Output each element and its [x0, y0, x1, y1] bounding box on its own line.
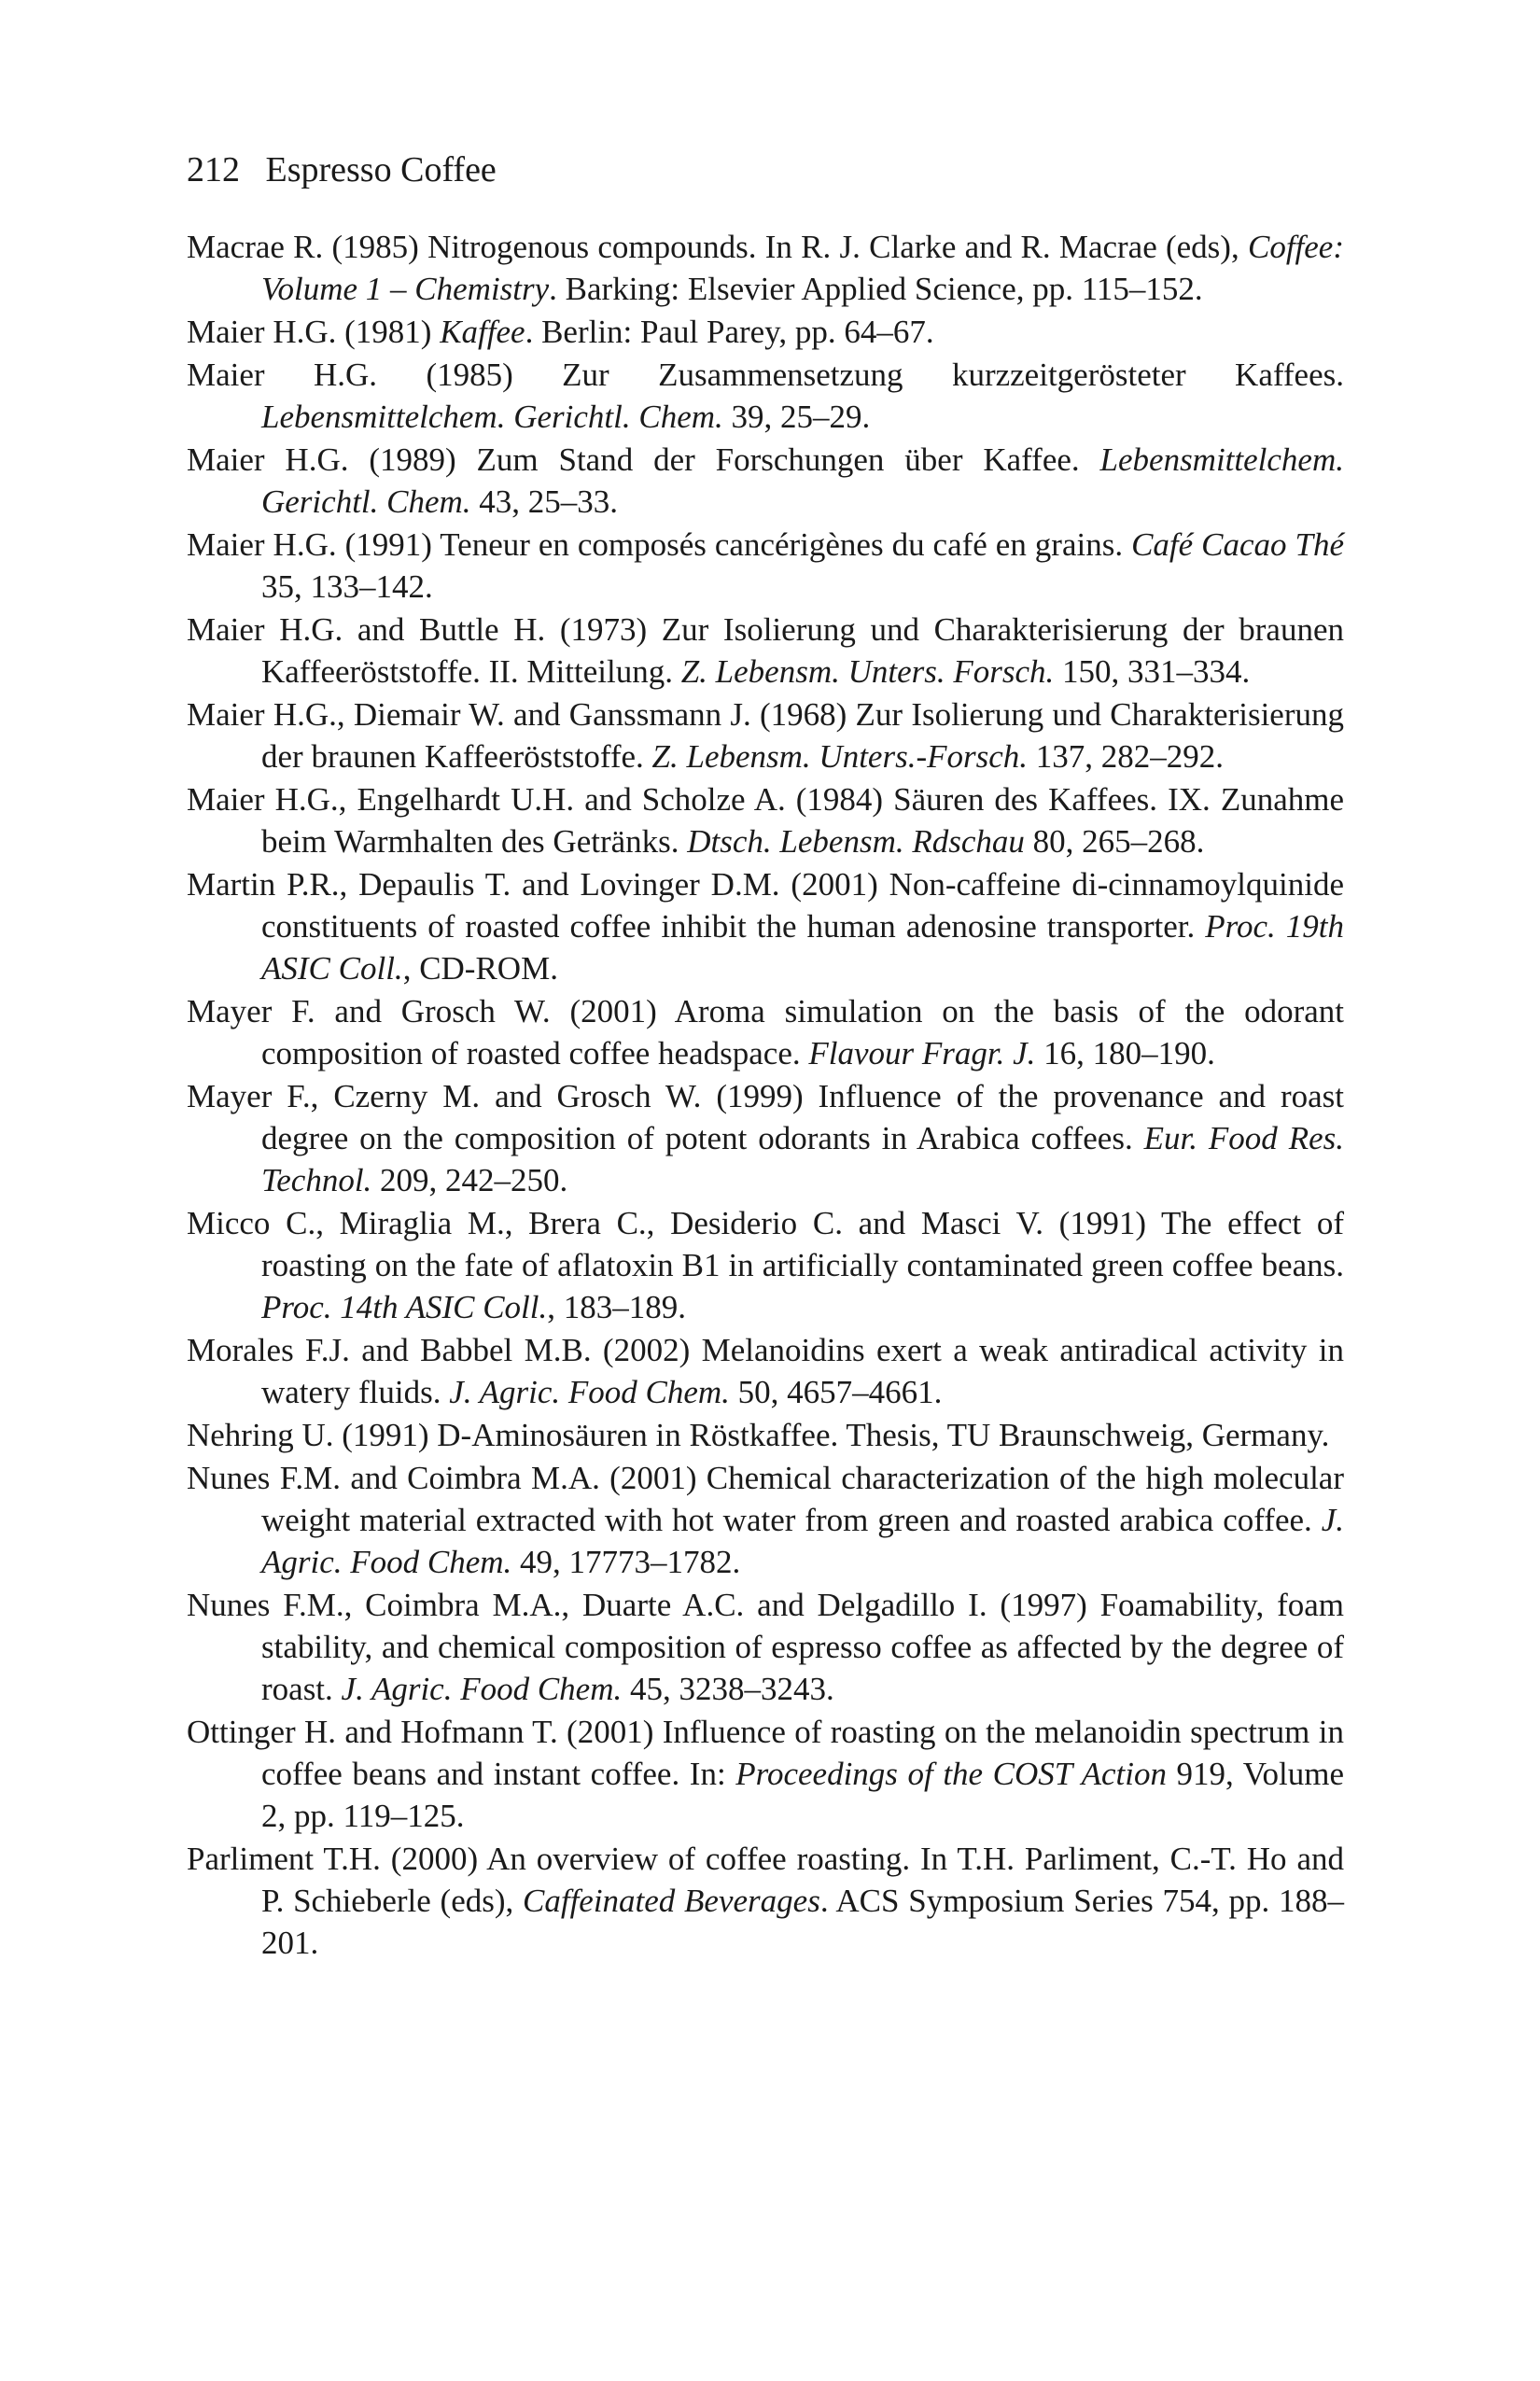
reference-entry: Martin P.R., Depaulis T. and Lovinger D.M. (2001) Non-caffeine di-cinnamoylquinide constituents of roasted coffee inhibit the human adenosine transporter. Proc. 19th ASIC Coll., CD-ROM. [187, 865, 1345, 987]
source-title: Café Cacao Thé [1131, 525, 1344, 563]
source-title: Z. Lebensm. Unters. Forsch. [680, 652, 1055, 690]
source-title: Lebensmittelchem. Gerichtl. Chem. [261, 398, 723, 435]
reference-entry: Mayer F., Czerny M. and Grosch W. (1999) Influence of the provenance and roast degree on the composition of potent odorants in Arabica coffees. Eur. Food Res. Technol. 209, 242–250. [187, 1077, 1344, 1198]
source-title: Eur. Food Res. Technol. [261, 1119, 1344, 1198]
reference-entry: Maier H.G., Engelhardt U.H. and Scholze A. (1984) Säuren des Kaffees. IX. Zunahme beim Warmhalten des Getränks. Dtsch. Lebensm. Rdschau 80, 265–268. [187, 780, 1344, 860]
reference-entry: Parliment T.H. (2000) An overview of coffee roasting. In T.H. Parliment, C.-T. Ho and P. Schieberle (eds), Caffeinated Beverages. ACS Symposium Series 754, pp. 188–201. [187, 1840, 1344, 1961]
reference-list [187, 226, 1344, 1964]
source-title: Proceedings of the COST Action [735, 1755, 1167, 1792]
reference-entry: Maier H.G., Diemair W. and Ganssmann J. (1968) Zur Isolierung und Charakterisierung der braunen Kaffeeröststoffe. Z. Lebensm. Unters.-Forsch. 137, 282–292. [187, 695, 1344, 775]
source-title: Z. Lebensm. Unters.-Forsch. [651, 737, 1029, 775]
reference-entry: Mayer F. and Grosch W. (2001) Aroma simulation on the basis of the odorant composition of roasted coffee headspace. Flavour Fragr. J. 16, 180–190. [187, 992, 1344, 1071]
reference-entry: Morales F.J. and Babbel M.B. (2002) Melanoidins exert a weak antiradical activity in watery fluids. J. Agric. Food Chem. 50, 4657–4661. [187, 1331, 1344, 1410]
source-title: Proc. 19th ASIC Coll. [261, 907, 1345, 987]
source-title: J. Agric. Food Chem. [341, 1670, 623, 1707]
reference-entry: Nunes F.M. and Coimbra M.A. (2001) Chemical characterization of the high molecular weight material extracted with hot water from green and roasted arabica coffee. J. Agric. Food Chem. 49, 17773–1782. [187, 1459, 1344, 1580]
running-title: Espresso Coffee [265, 150, 497, 189]
source-title: J. Agric. Food Chem. [449, 1373, 730, 1410]
reference-entry: Macrae R. (1985) Nitrogenous compounds. In R. J. Clarke and R. Macrae (eds), Coffee: Volume 1 – Chemistry. Barking: Elsevier Applied Science, pp. 115–152. [187, 228, 1344, 307]
reference-entry: Maier H.G. (1981) Kaffee. Berlin: Paul Parey, pp. 64–67. [187, 313, 934, 350]
reference-entry: Nehring U. (1991) D-Aminosäuren in Röstkaffee. Thesis, TU Braunschweig, Germany. [187, 1416, 1330, 1453]
reference-entry: Nunes F.M., Coimbra M.A., Duarte A.C. and Delgadillo I. (1997) Foamability, foam stability, and chemical composition of espresso coffee as affected by the degree of roast. J. Agric. Food Chem. 45, 3238–3243. [187, 1586, 1344, 1707]
source-title: Lebensmittelchem. Gerichtl. Chem. [261, 441, 1344, 520]
running-head [187, 149, 1344, 192]
page-number: 212 [187, 150, 240, 189]
reference-entry: Ottinger H. and Hofmann T. (2001) Influence of roasting on the melanoidin spectrum in coffee beans and instant coffee. In: Proceedings of the COST Action 919, Volume 2, pp. 119–125. [187, 1713, 1344, 1834]
reference-entry: Maier H.G. (1991) Teneur en composés cancérigènes du café en grains. Café Cacao Thé 35, 133–142. [187, 525, 1344, 605]
source-title: J. Agric. Food Chem. [261, 1501, 1344, 1580]
reference-entry: Maier H.G. (1989) Zum Stand der Forschungen über Kaffee. Lebensmittelchem. Gerichtl. Chem. 43, 25–33. [187, 441, 1344, 520]
source-title: Coffee: Volume 1 – Chemistry [261, 228, 1344, 307]
source-title: Flavour Fragr. J. [808, 1034, 1036, 1071]
reference-entry: Micco C., Miraglia M., Brera C., Desiderio C. and Masci V. (1991) The effect of roasting on the fate of aflatoxin B1 in artificially contaminated green coffee beans. Proc. 14th ASIC Coll., 183–189. [187, 1204, 1344, 1325]
source-title: Dtsch. Lebensm. Rdschau [687, 822, 1025, 860]
source-title: Proc. 14th ASIC Coll. [261, 1288, 548, 1325]
source-title: Kaffee [440, 313, 525, 350]
source-title: Caffeinated Beverages [523, 1882, 820, 1919]
reference-entry: Maier H.G. (1985) Zur Zusammensetzung kurzzeitgerösteter Kaffees. Lebensmittelchem. Gerichtl. Chem. 39, 25–29. [187, 356, 1344, 435]
book-page [187, 149, 1344, 1965]
reference-entry: Maier H.G. and Buttle H. (1973) Zur Isolierung und Charakterisierung der braunen Kaffeeröststoffe. II. Mitteilung. Z. Lebensm. Unters. Forsch. 150, 331–334. [187, 610, 1344, 690]
